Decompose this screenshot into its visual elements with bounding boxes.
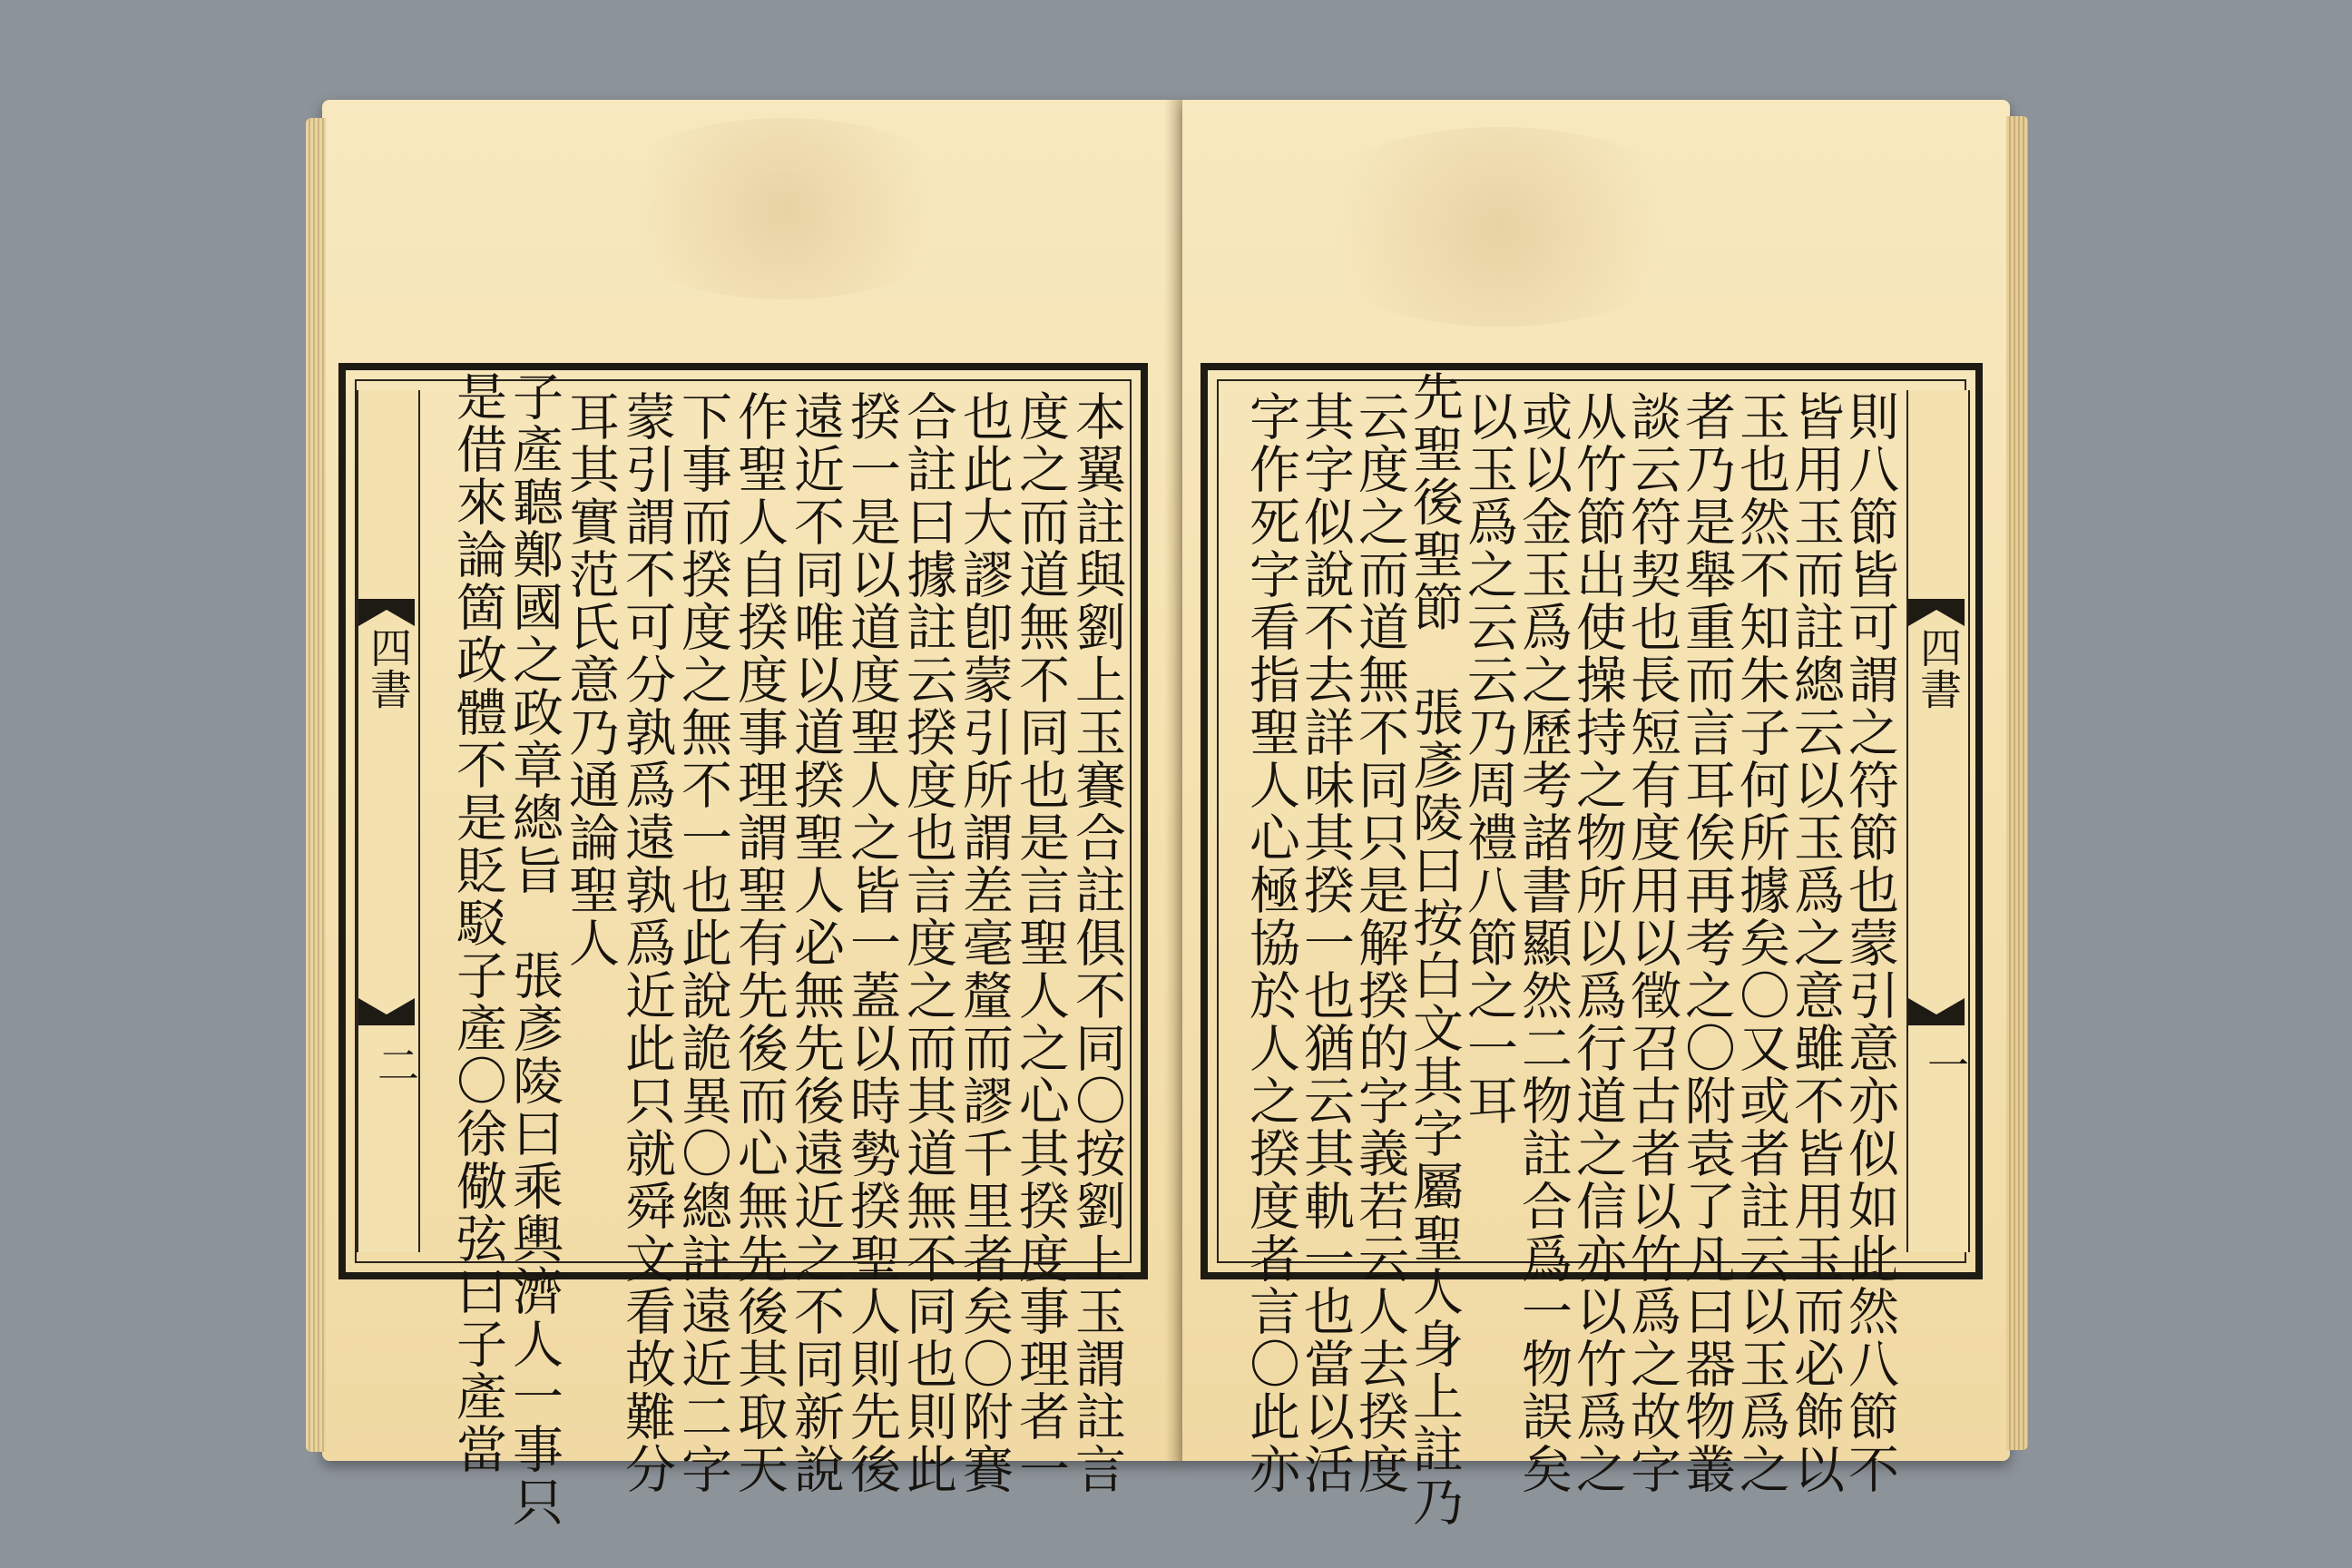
text-column: 也此大謬卽蒙引所謂差毫釐而謬千里者矣〇附賽 [955,390,1014,1495]
text-column: 蒙引謂不可分孰爲遠孰爲近此只就舜文看故難分 [617,390,676,1495]
open-book [322,100,2010,1528]
text-column: 談云符契也長短有度用以徵召古者以竹爲之故字 [1622,390,1681,1495]
text-column: 合註曰據註云揆度也言度之而其道無不同也則此 [898,390,957,1495]
text-column: 字作死字看指聖人心極協於人之揆度者言〇此亦 [1241,390,1300,1495]
text-column: 玉也然不知朱子何所據矣〇又或者註云以玉爲之 [1731,390,1790,1495]
right-page-number: 一 [1921,1044,1970,1085]
right-text-frame [1200,363,1983,1528]
text-column: 耳其實范氏意乃通論聖人 [561,390,620,969]
text-column: 皆用玉而註總云以玉爲之意雖不皆用玉而必飾以 [1786,390,1845,1495]
left-center-label: 四書 [364,626,413,710]
left-page [322,100,1184,1528]
page-edges-right [2006,116,2028,1450]
right-center-column [1906,390,1970,1252]
left-page-number: 二 [371,1044,420,1085]
text-column: 遠近不同唯以道揆聖人必無先後遠近之不同新說 [786,390,845,1495]
text-column: 本翼註與劉上玉賽合註俱不同〇按劉上玉謂註言 [1067,390,1126,1495]
text-column: 作聖人自揆度事理謂聖有先後而心無先後其取天 [730,390,789,1495]
left-text-frame [338,363,1148,1528]
fishtail-mark [357,989,416,1025]
text-column: 以玉爲之云云乃周禮八節之一耳 [1459,390,1518,1127]
page-edges-left [306,118,326,1452]
text-column: 則八節皆可謂之符節也蒙引意亦似如此然八節不 [1840,390,1899,1495]
text-column: 从竹節出使操持之物所以爲行道之信亦以竹爲之 [1568,390,1627,1495]
text-column: 子產聽鄭國之政章總旨 張彥陵曰乘輿濟人一事只 [505,370,564,1528]
text-column: 者乃是舉重而言耳俟再考之〇附袁了凡曰器物叢 [1677,390,1736,1495]
text-column: 或以金玉爲之歷考諸書顯然二物註合爲一物誤矣 [1514,390,1573,1495]
right-center-label: 四書 [1914,626,1963,710]
text-column: 云度之而道無不同只是解揆的字義若云人去揆度 [1350,390,1409,1495]
text-column: 揆一是以道度聖人之皆一蓋以時勢揆聖人則先後 [842,390,901,1495]
paper-stain [1291,127,1709,327]
fishtail-mark [1906,989,1966,1025]
paper-stain [594,118,975,299]
left-center-column [357,390,420,1252]
text-column: 其字似說不去詳味其揆一也猶云其軌一也當以活 [1296,390,1355,1495]
text-column: 是借來論箇政體不是貶駁子產〇徐儆弦曰子產當 [448,370,507,1475]
text-column: 下事而揆度之無不一也此說詭異〇總註遠近二字 [673,390,732,1495]
text-column: 先聖後聖節 張彥陵曰按白文其字屬聖人身上註乃 [1405,370,1464,1528]
text-column: 度之而道無不同也是言聖人之心其揆度事理者一 [1011,390,1070,1495]
